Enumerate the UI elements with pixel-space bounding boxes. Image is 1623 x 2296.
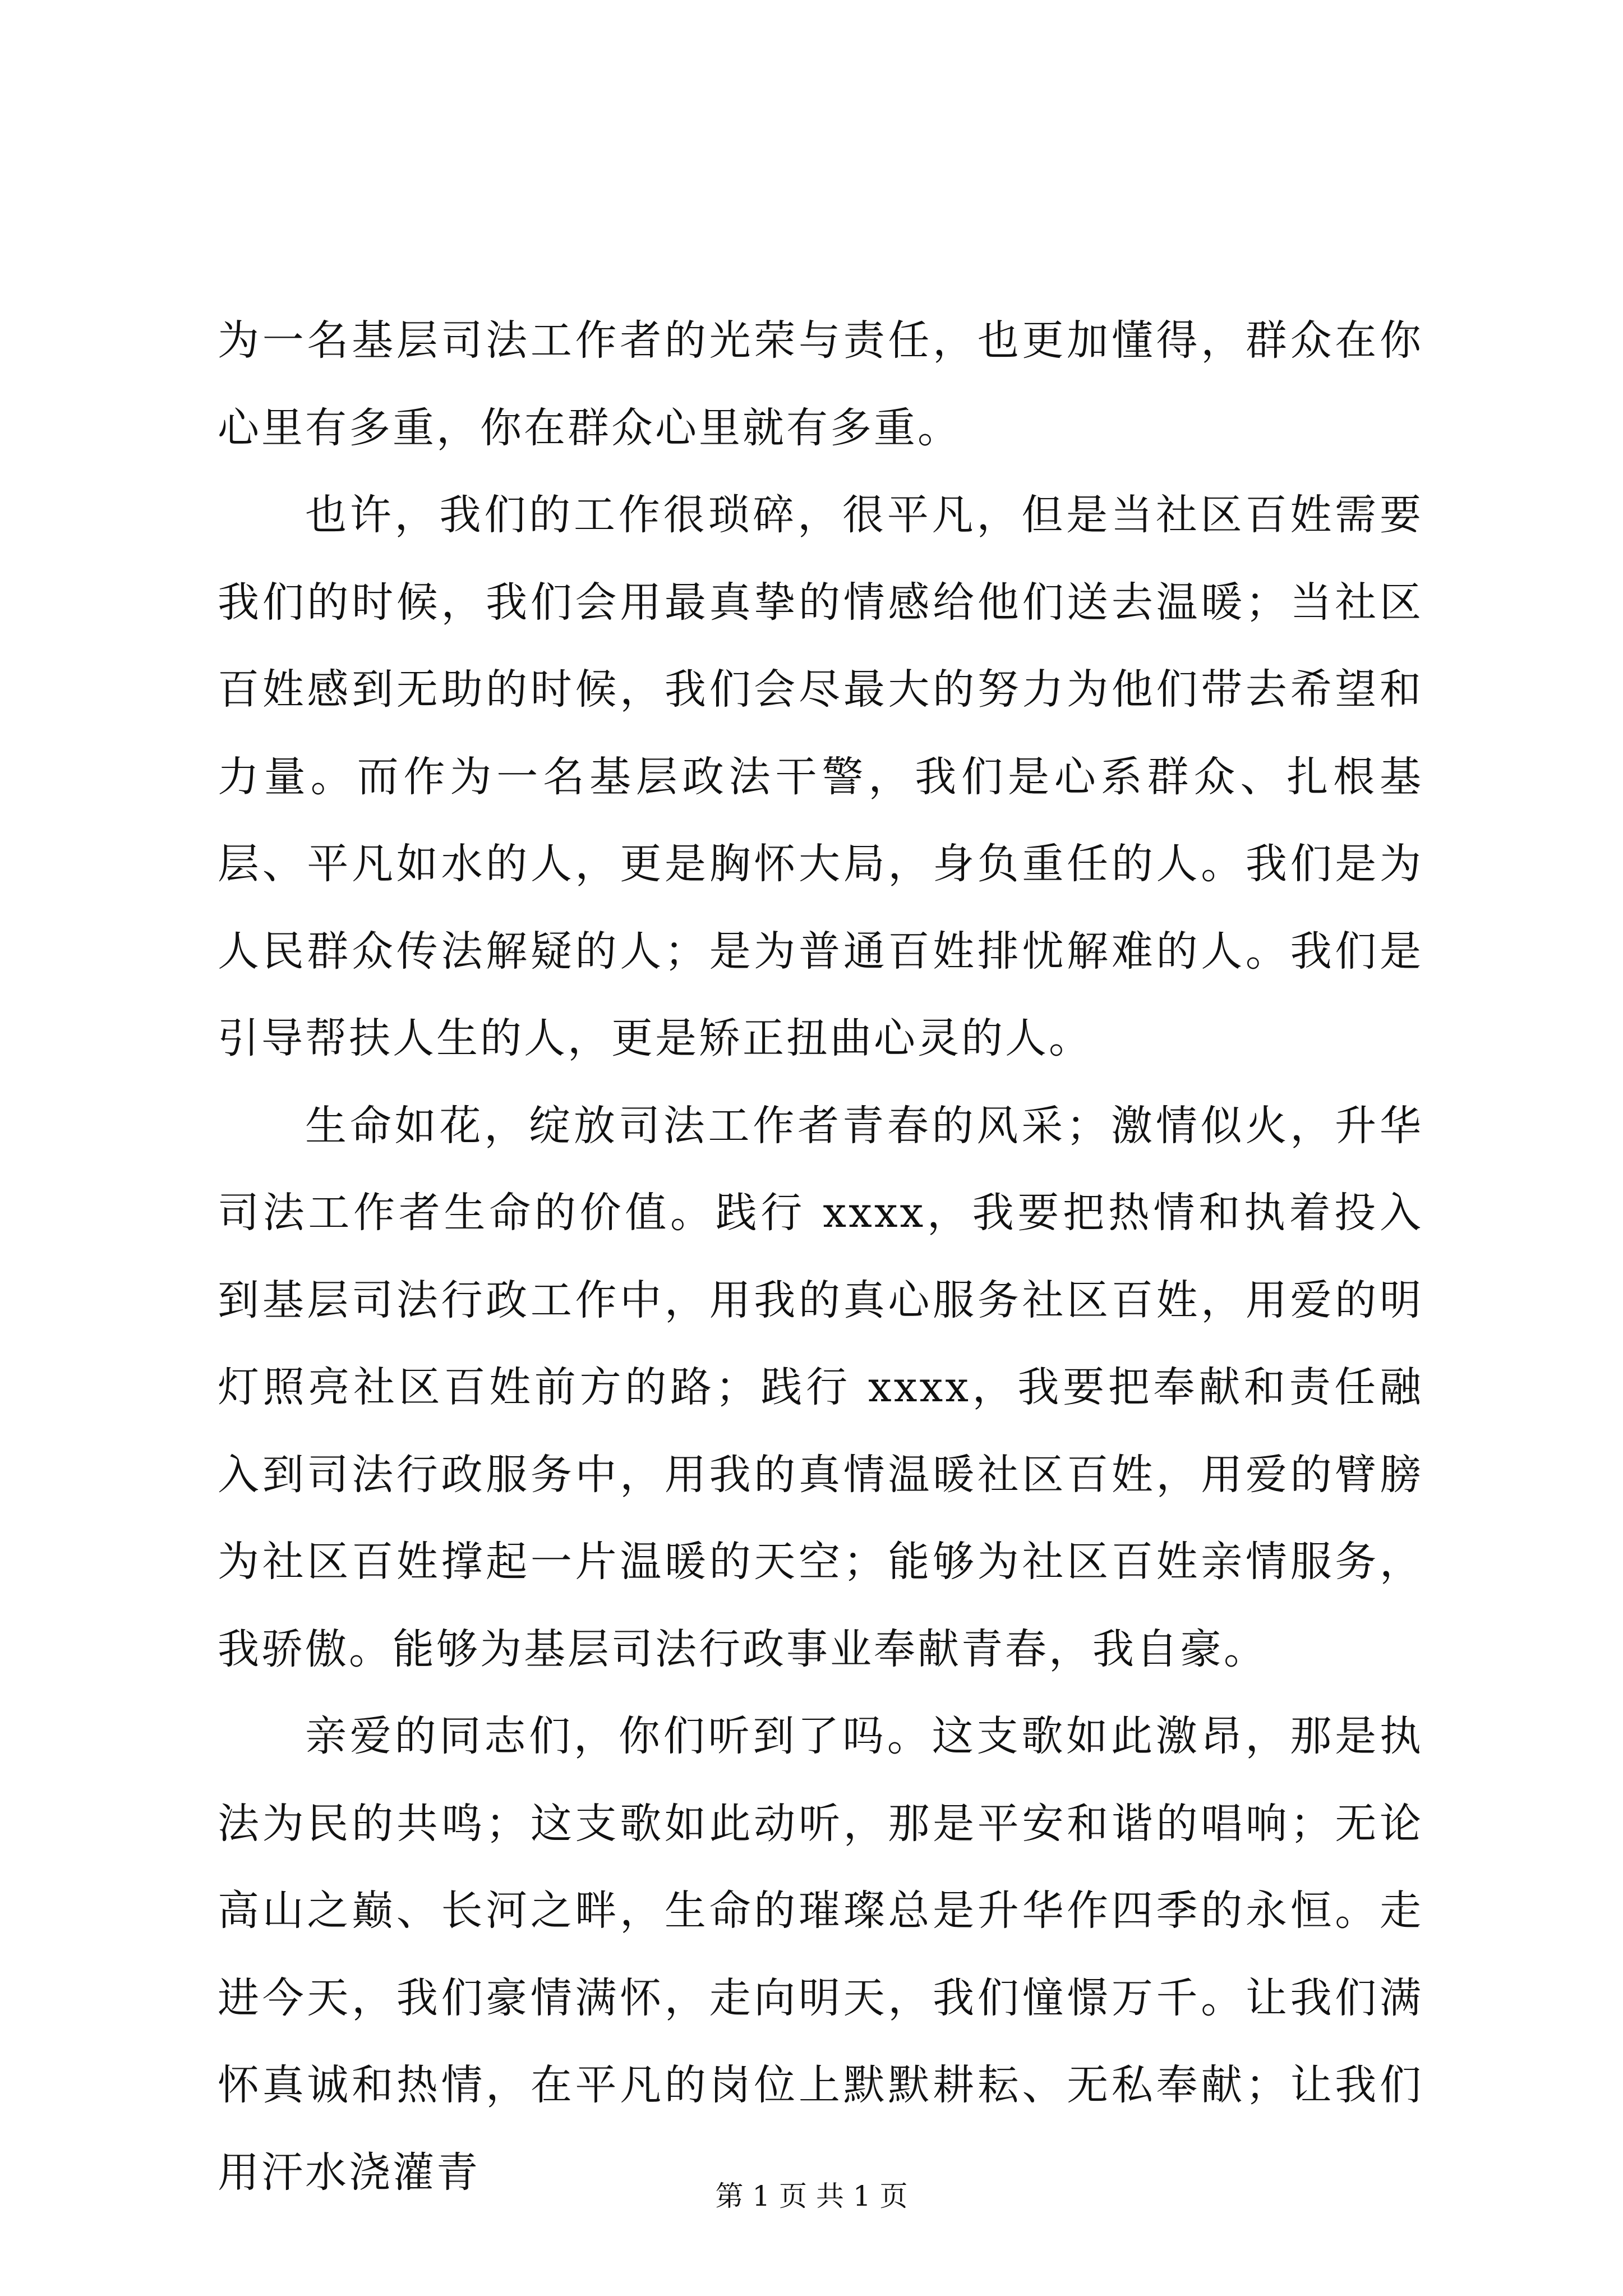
paragraph-4: 亲爱的同志们，你们听到了吗。这支歌如此激昂，那是执法为民的共鸣；这支歌如此动听，那是平安和谐的唱响；无论高山之巅、长河之畔，生命的璀璨总是升华作四季的永恒。走进今天，我们豪情满怀，走向明天，我们憧憬万千。让我们满怀真诚和热情，在平凡的岗位上默默耕耘、无私奉献；让我们用汗水浇灌青 — [218, 1712, 1423, 2197]
paragraph-2: 也许，我们的工作很琐碎，很平凡，但是当社区百姓需要我们的时候，我们会用最真挚的情感给他们送去温暖；当社区百姓感到无助的时候，我们会尽最大的努力为他们带去希望和力量。而作为一名基层政法干警，我们是心系群众、扎根基层、平凡如水的人，更是胸怀大局，身负重任的人。我们是为人民群众传法解疑的人；是为普通百姓排忧解难的人。我们是引导帮扶人生的人，更是矫正扭曲心灵的人。 — [218, 491, 1423, 1062]
paragraph-1: 为一名基层司法工作者的光荣与责任，也更加懂得，群众在你心里有多重，你在群众心里就有多重。 — [218, 316, 1423, 452]
page-footer: 第 1 页 共 1 页 — [715, 2180, 908, 2212]
paragraph-3: 生命如花，绽放司法工作者青春的风采；激情似火，升华司法工作者生命的价值。践行 xxxx，我要把热情和执着投入到基层司法行政工作中，用我的真心服务社区百姓，用爱的明灯照亮社区百姓前方的路；践行 xxxx，我要把奉献和责任融入到司法行政服务中，用我的真情温暖社区百姓，用爱的臂膀为社区百姓撑起一片温暖的天空；能够为社区百姓亲情服务，我骄傲。能够为基层司法行政事业奉献青春，我自豪。 — [218, 1101, 1423, 1673]
document-body — [218, 297, 1423, 2216]
